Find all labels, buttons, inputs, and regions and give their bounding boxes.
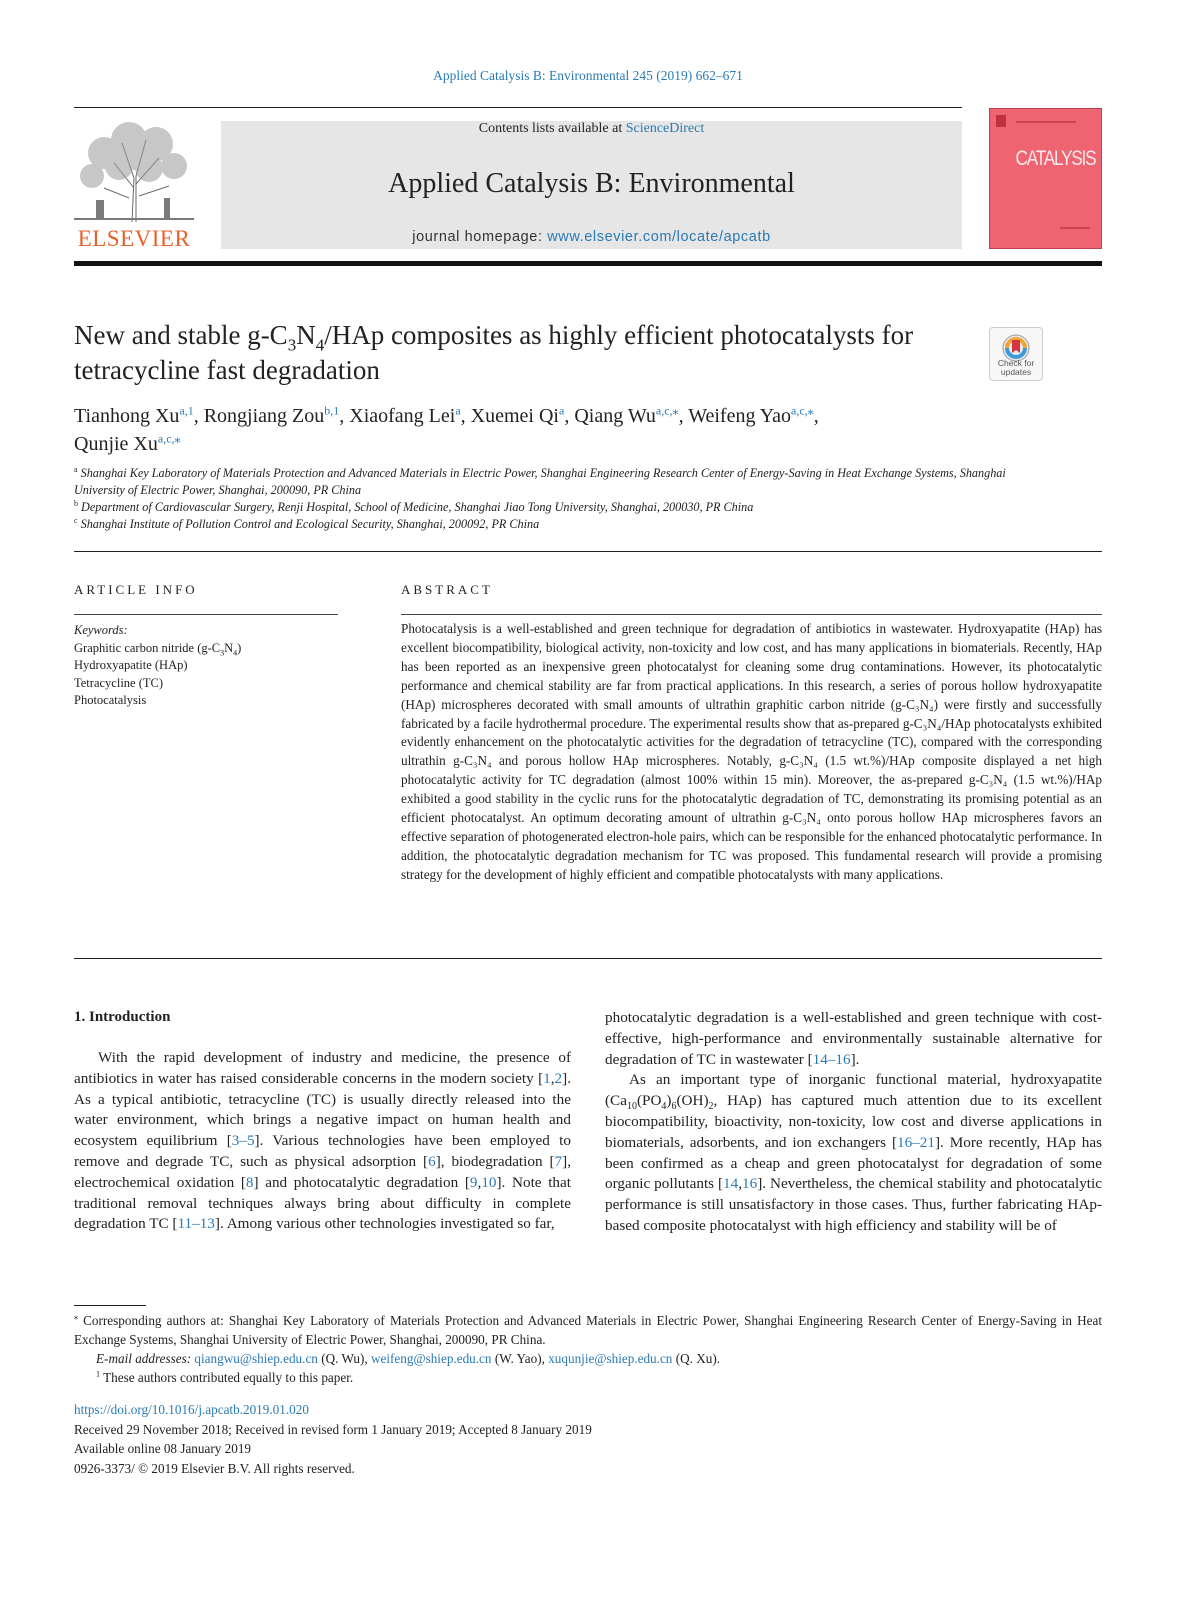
email-link[interactable]: weifeng@shiep.edu.cn xyxy=(370,1351,492,1366)
journal-title: Applied Catalysis B: Environmental xyxy=(388,168,795,199)
publication-info xyxy=(74,1400,974,1478)
author-affiliation-mark[interactable]: a,1 xyxy=(179,403,194,418)
section-rule xyxy=(74,958,1102,959)
footnotes xyxy=(74,1311,1102,1387)
author-affiliation-mark[interactable]: b,1 xyxy=(324,403,340,418)
introduction-heading: 1. Introduction xyxy=(74,1009,171,1025)
reference-link[interactable]: 16 xyxy=(742,1175,758,1193)
email-link[interactable]: qiangwu@shiep.edu.cn xyxy=(194,1351,318,1366)
reference-link[interactable]: 6 xyxy=(428,1152,436,1170)
body-text: (PO xyxy=(636,1092,662,1110)
body-text: ]. Nevertheless, the chemical stability and photocatalytic performance is still unsatisfactory in those cases. Thus, further fabricating HAp-based composite photocatalyst with high efficiency and stability will be of xyxy=(605,1175,1102,1234)
author-name[interactable]: Tianhong Xu xyxy=(74,405,180,427)
email-link[interactable]: xuqunjie@shiep.edu.cn xyxy=(548,1351,673,1366)
body-text: (OH) xyxy=(676,1092,709,1110)
author-separator: , xyxy=(339,405,350,427)
footnote-rule xyxy=(74,1305,146,1306)
keyword-text: ) xyxy=(237,640,242,655)
section-rule xyxy=(401,614,1102,615)
email-addresses xyxy=(74,1349,1102,1368)
email-owner: (Q. Wu), xyxy=(317,1351,371,1366)
author-affiliation-mark[interactable]: a,c,⁎ xyxy=(791,403,814,418)
body-column-left xyxy=(74,1048,571,1235)
keyword-text: N xyxy=(224,640,234,655)
homepage-prefix: journal homepage: xyxy=(412,229,548,245)
equal-contribution-text: These authors contributed equally to this paper. xyxy=(103,1370,354,1385)
author-name[interactable]: Xuemei Qi xyxy=(470,405,559,427)
chemical-subscript: 4 xyxy=(661,1101,667,1113)
elsevier-wordmark: ELSEVIER xyxy=(77,226,191,251)
homepage-line xyxy=(221,229,962,245)
header-thick-rule xyxy=(74,261,1102,266)
body-text: , HAp) has captured much attention due to its excellent biocompatibility, bioactivity, non-toxicity, low cost and diverse applications in biomaterials, adsorbents, and ion exchangers [ xyxy=(605,1092,1102,1151)
body-text: As an important type of inorganic functional material, hydroxyapatite (Ca xyxy=(605,1071,1102,1110)
reference-link[interactable]: 14 xyxy=(723,1175,739,1193)
author-name[interactable]: Xiaofang Lei xyxy=(349,405,456,427)
footnote-mark: ⁎ xyxy=(74,1312,78,1322)
author-separator: , xyxy=(678,405,689,427)
journal-reference[interactable]: Applied Catalysis B: Environmental 245 (2019) 662–671 xyxy=(433,68,743,83)
contents-line xyxy=(221,121,962,137)
cover-rule xyxy=(1060,227,1090,229)
body-text: ], electrochemical oxidation [ xyxy=(74,1152,571,1191)
doi-link[interactable]: https://doi.org/10.1016/j.apcatb.2019.01.020 xyxy=(74,1402,309,1417)
body-text: , xyxy=(738,1175,743,1193)
title-text: /HAp composites as highly efficient photocatalysts for tetracycline fast degradation xyxy=(74,320,914,385)
email-label: E-mail addresses: xyxy=(96,1351,195,1366)
reference-link[interactable]: 10 xyxy=(481,1173,497,1191)
body-text: , xyxy=(477,1173,482,1191)
author-affiliation-mark[interactable]: a xyxy=(455,403,461,418)
body-text: , xyxy=(550,1069,555,1087)
author-separator: , xyxy=(813,405,819,427)
keyword-text: Graphitic carbon nitride (g-C xyxy=(74,640,221,655)
affiliation xyxy=(74,516,1034,533)
keywords-list xyxy=(74,640,338,710)
corresponding-text: Corresponding authors at: Shanghai Key Laboratory of Materials Protection and Advanced Materials in Electric Power, Shanghai Engineering Research Center of Energy-Saving in Heat Exchange Systems, Shanghai University of Electric Power, Shanghai, 200090, PR China. xyxy=(74,1313,1102,1347)
affiliation xyxy=(74,465,1034,499)
affiliation-text: Shanghai Key Laboratory of Materials Protection and Advanced Materials in Electric Power, Shanghai Engineering Research Center of Energy-Saving in Heat Exchange Systems, Shanghai University of Electric Power, Shanghai, 200090, PR China xyxy=(74,466,1006,497)
keyword-item: Tetracycline (TC) xyxy=(74,675,164,690)
abstract-text: Photocatalysis is a well-established and green technique for degradation of antibiotics in wastewater. Hydroxyapatite (HAp) has excellent biocompatibility, biological activity, non-toxicity and low cost, and has many applications in biomaterials. Recently, HAp has been reported as an inexpensive green photocatalyst for cleaning some drug contaminations. However, its photocatalytic performance and chemical stability are far from practical applications. In this research, a series of porous hollow hydroxyapatite (HAp) microspheres decorated with small amounts of ultrathin graphitic carbon nitride (g-C₃N₄) were firstly and successfully fabricated by a facile hydrothermal procedure. The experimental results show that as-prepared g-C₃N₄/HAp photocatalysts exhibited evidently enhancement on the photocatalytic activities for the degradation of tetracycline (TC), compared with the corresponding ultrathin g-C₃N₄ and porous hollow HAp microspheres. Notably, g-C₃N₄ (1.5 wt.%)/HAp composite displayed a net high photocatalytic activity for TC degradation (almost 100% within 15 min). Moreover, the as-prepared g-C₃N₄ (1.5 wt.%)/HAp exhibited a good stability in the cyclic runs for the photocatalytic degradation of TC, demonstrating its promising potential as an efficient photocatalyst. An optimum decorating amount of ultrathin g-C₃N₄ onto porous hollow HAp microspheres favors an effective separation of photogenerated electron-hole pairs, which can be responsible for the enhanced photocatalytic performance. In addition, the photocatalytic degradation mechanism for TC was proposed. This fundamental research will provide a promising strategy for the development of highly efficient and compatible photocatalysts with many applications. xyxy=(401,621,1102,882)
top-rule xyxy=(74,107,962,108)
equal-contribution-note xyxy=(74,1368,1102,1387)
paragraph xyxy=(74,1048,571,1235)
affiliation-mark: b xyxy=(74,498,78,508)
received-dates: Received 29 November 2018; Received in revised form 1 January 2019; Accepted 8 January 2019 xyxy=(74,1421,592,1437)
body-text: ) xyxy=(666,1092,672,1110)
keyword-item xyxy=(74,640,338,658)
reference-link[interactable]: 7 xyxy=(554,1152,563,1170)
body-text: ] and photocatalytic degradation [ xyxy=(253,1173,470,1191)
copyright-line: 0926-3373/ © 2019 Elsevier B.V. All rights reserved. xyxy=(74,1460,355,1476)
cover-rule xyxy=(1016,121,1076,123)
reference-link[interactable]: 2 xyxy=(554,1069,563,1087)
homepage-link[interactable]: www.elsevier.com/locate/apcatb xyxy=(547,229,771,245)
reference-link[interactable]: 8 xyxy=(245,1173,254,1191)
keyword-item: Photocatalysis xyxy=(74,693,147,707)
author-list xyxy=(74,402,974,458)
affiliations xyxy=(74,465,1034,533)
cover-logo-icon xyxy=(996,115,1006,127)
elsevier-tree-icon xyxy=(74,118,194,223)
affiliation xyxy=(74,499,1034,516)
body-column-right xyxy=(605,1008,1102,1237)
email-owner: (Q. Xu). xyxy=(672,1351,721,1366)
body-text: ]. More recently, HAp has been confirmed as a cheap and green photocatalyst for degradation of some organic pollutants [ xyxy=(605,1133,1102,1193)
keyword-subscript: 4 xyxy=(233,648,238,657)
elsevier-logo xyxy=(74,118,194,253)
author-affiliation-mark[interactable]: a xyxy=(558,403,565,418)
chemical-subscript: 2 xyxy=(708,1101,714,1113)
body-text: ]. Note that traditional removal techniques always bring about difficulty in complete degradation TC [ xyxy=(74,1173,571,1233)
affiliation-mark: a xyxy=(74,464,78,474)
title-subscript: 4 xyxy=(315,335,325,355)
body-text: ]. As a typical antibiotic, tetracycline (TC) is usually directly released into the water environment, which brings a negative impact on human health and ecosystem equilibrium [ xyxy=(74,1069,571,1150)
online-date: Available online 08 January 2019 xyxy=(74,1441,252,1456)
reference-link[interactable]: 9 xyxy=(469,1173,478,1191)
reference-link[interactable]: 1 xyxy=(543,1069,551,1087)
paragraph xyxy=(605,1008,1102,1070)
author-separator: , xyxy=(193,405,204,427)
affiliation-text: Shanghai Institute of Pollution Control and Ecological Security, Shanghai, 200092, PR China xyxy=(77,517,540,531)
reference-link[interactable]: 14–16 xyxy=(812,1050,851,1068)
reference-link[interactable]: 16–21 xyxy=(897,1133,935,1151)
cover-title: CATALYSIS xyxy=(1015,147,1095,170)
body-text: With the rapid development of industry and medicine, the presence of antibiotics in water has raised considerable concerns in the modern society [ xyxy=(74,1049,571,1087)
check-for-updates-label: Check for updates xyxy=(997,358,1035,377)
check-for-updates-button[interactable] xyxy=(989,327,1043,381)
abstract-heading: ABSTRACT xyxy=(401,582,493,597)
body-text: photocatalytic degradation is a well-established and green technique with cost-effective, high-performance and environmentally sustainable alternative for degradation of TC in wastewater [ xyxy=(605,1009,1102,1068)
author-separator: , xyxy=(564,405,575,427)
article-title xyxy=(74,318,974,388)
author-affiliation-mark[interactable]: a,c,⁎ xyxy=(157,431,181,446)
paragraph xyxy=(605,1070,1102,1236)
author-name[interactable]: Qiang Wu xyxy=(574,405,656,427)
sciencedirect-link[interactable]: ScienceDirect xyxy=(625,121,705,136)
body-text: ]. Among various other technologies investigated so far, xyxy=(214,1215,555,1233)
journal-masthead xyxy=(221,121,962,249)
title-text: New and stable g-C xyxy=(74,320,288,350)
author-name[interactable]: Rongjiang Zou xyxy=(203,405,325,427)
author-separator: , xyxy=(460,405,471,427)
chemical-subscript: 10 xyxy=(626,1101,637,1113)
title-subscript: 3 xyxy=(287,335,297,355)
journal-cover-thumbnail[interactable] xyxy=(989,108,1102,249)
author-name[interactable]: Qunjie Xu xyxy=(74,433,158,455)
author-name[interactable]: Weifeng Yao xyxy=(688,405,792,427)
corresponding-author-note xyxy=(74,1311,1102,1349)
article-info-heading: ARTICLE INFO xyxy=(74,582,198,597)
keyword-subscript: 3 xyxy=(220,648,225,657)
keyword-item: Hydroxyapatite (HAp) xyxy=(74,658,188,672)
author-affiliation-mark[interactable]: a,c,⁎ xyxy=(655,403,679,418)
body-text: ], biodegradation [ xyxy=(435,1152,555,1170)
keywords-label: Keywords: xyxy=(74,623,128,637)
title-text: N xyxy=(296,320,316,350)
affiliation-text: Department of Cardiovascular Surgery, Renji Hospital, School of Medicine, Shanghai Jiao Tong University, Shanghai, 200030, PR China xyxy=(78,500,754,514)
section-rule xyxy=(74,551,1102,552)
affiliation-mark: c xyxy=(74,515,78,525)
body-text: ]. xyxy=(850,1050,860,1068)
email-owner: (W. Yao), xyxy=(491,1351,549,1366)
reference-link[interactable]: 11–13 xyxy=(177,1215,215,1233)
chemical-subscript: 6 xyxy=(671,1101,677,1113)
keywords-block xyxy=(74,622,338,710)
section-rule xyxy=(74,614,338,615)
contents-prefix: Contents lists available at xyxy=(478,121,626,136)
footnote-mark: 1 xyxy=(96,1369,100,1379)
body-text: ]. Various technologies have been employed to remove and degrade TC, such as physical adsorption [ xyxy=(74,1132,571,1170)
reference-link[interactable]: 3–5 xyxy=(231,1132,255,1150)
